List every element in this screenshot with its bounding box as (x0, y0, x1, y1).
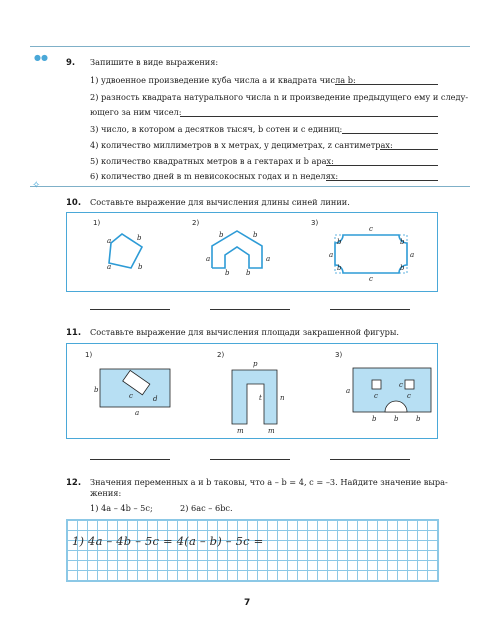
figure-label: 3) (311, 219, 319, 227)
figure-3-outline (335, 235, 407, 273)
segment-label: a (410, 251, 415, 259)
star-icon: ✧ (32, 180, 41, 191)
segment-label: a (107, 263, 112, 271)
figure-2-shape (232, 370, 277, 424)
segment-label: c (369, 225, 373, 233)
segment-label: a (346, 387, 351, 395)
answer-line[interactable] (180, 116, 438, 117)
page-number: 7 (244, 598, 251, 608)
segment-label: a (107, 237, 112, 245)
figure-3-square-cutout (405, 380, 414, 389)
segment-label: b (225, 269, 230, 277)
segment-label: m (268, 427, 275, 435)
answer-line[interactable] (326, 165, 438, 166)
exercise-9-title: Запишите в виде выражения: (90, 57, 219, 67)
exercise-9-item-3: 3) число, в котором a десятков тысяч, b сотен и c единиц: (90, 124, 343, 134)
exercise-9-item-2-cont: ющего за ним чисел: (90, 107, 182, 117)
figure-3-square-cutout (372, 380, 381, 389)
exercise-12-subtask-2: 2) 6ac – 6bc. (180, 503, 233, 513)
segment-label: b (372, 415, 377, 423)
segment-label: b (337, 264, 342, 272)
segment-label: c (399, 381, 403, 389)
exercise-10-figures (67, 213, 437, 291)
exercise-9-item-1: 1) удвоенное произведение куба числа a и квадрата числа b: (90, 75, 356, 85)
handwritten-solution: 1) 4a – 4b – 5c = 4(a – b) – 5c = (72, 534, 264, 548)
answer-line[interactable] (90, 309, 170, 310)
exercise-11-title: Составьте выражение для вычисления площади закрашенной фигуры. (90, 327, 400, 337)
segment-label: d (153, 395, 158, 403)
figure-label: 3) (335, 351, 343, 359)
exercise-9-number: 9. (66, 58, 76, 68)
segment-label: b (94, 386, 99, 394)
segment-label: c (374, 392, 378, 400)
segment-label: b (400, 238, 405, 246)
exercise-9-item-4: 4) количество миллиметров в x метрах, y дециметрах, z сантиметрах: (90, 140, 393, 150)
segment-label: b (138, 263, 143, 271)
exercise-12-text-line1: Значения переменных a и b таковы, что a – b = 4, c = –3. Найдите значение выра- (90, 477, 448, 487)
segment-label: b (416, 415, 421, 423)
segment-label: b (394, 415, 399, 423)
exercise-9-item-2: 2) разность квадрата натурального числа n и произведение предыдущего ему и следу- (90, 92, 469, 102)
dots-icon: ●● (34, 53, 48, 62)
exercise-12-subtask-1: 1) 4a – 4b – 5c; (90, 503, 153, 513)
segment-label: a (135, 409, 140, 417)
exercise-10-title: Составьте выражение для вычисления длины синей линии. (90, 197, 350, 207)
answer-line[interactable] (210, 459, 290, 460)
answer-line[interactable] (210, 309, 290, 310)
answer-line[interactable] (90, 459, 170, 460)
segment-label: b (137, 234, 142, 242)
exercise-9-item-5: 5) количество квадратных метров в a гектарах и b арах: (90, 156, 334, 166)
section-divider-middle (30, 186, 470, 187)
segment-label: c (407, 392, 411, 400)
segment-label: c (129, 392, 133, 400)
section-divider-top (30, 46, 470, 47)
figure-label: 1) (85, 351, 93, 359)
segment-label: b (400, 264, 405, 272)
figure-label: 2) (217, 351, 225, 359)
answer-line[interactable] (330, 459, 410, 460)
segment-label: a (266, 255, 271, 263)
answer-line[interactable] (342, 133, 438, 134)
exercise-9-item-6: 6) количество дней в m невисокосных годах и n неделях: (90, 171, 339, 181)
figure-3-dashed-rect (335, 235, 407, 273)
figure-label: 1) (93, 219, 101, 227)
segment-label: b (246, 269, 251, 277)
answer-grid[interactable] (66, 519, 439, 582)
exercise-11-figures-box (66, 343, 438, 439)
segment-label: p (253, 360, 258, 368)
exercise-10-figures-box (66, 212, 438, 292)
segment-label: b (219, 231, 224, 239)
segment-label: m (237, 427, 244, 435)
exercise-11-figures (67, 344, 437, 438)
segment-label: n (280, 394, 285, 402)
exercise-12-number: 12. (66, 478, 82, 488)
exercise-10-number: 10. (66, 198, 82, 208)
segment-label: c (369, 275, 373, 283)
segment-label: b (337, 238, 342, 246)
segment-label: a (329, 251, 334, 259)
answer-line[interactable] (330, 309, 410, 310)
segment-label: b (253, 231, 258, 239)
exercise-12-text-line2: жения: (90, 488, 122, 498)
figure-label: 2) (192, 219, 200, 227)
answer-line[interactable] (326, 180, 438, 181)
exercise-11-number: 11. (66, 328, 82, 338)
segment-label: t (259, 394, 262, 402)
answer-line[interactable] (335, 84, 438, 85)
answer-line[interactable] (380, 149, 438, 150)
segment-label: a (206, 255, 211, 263)
